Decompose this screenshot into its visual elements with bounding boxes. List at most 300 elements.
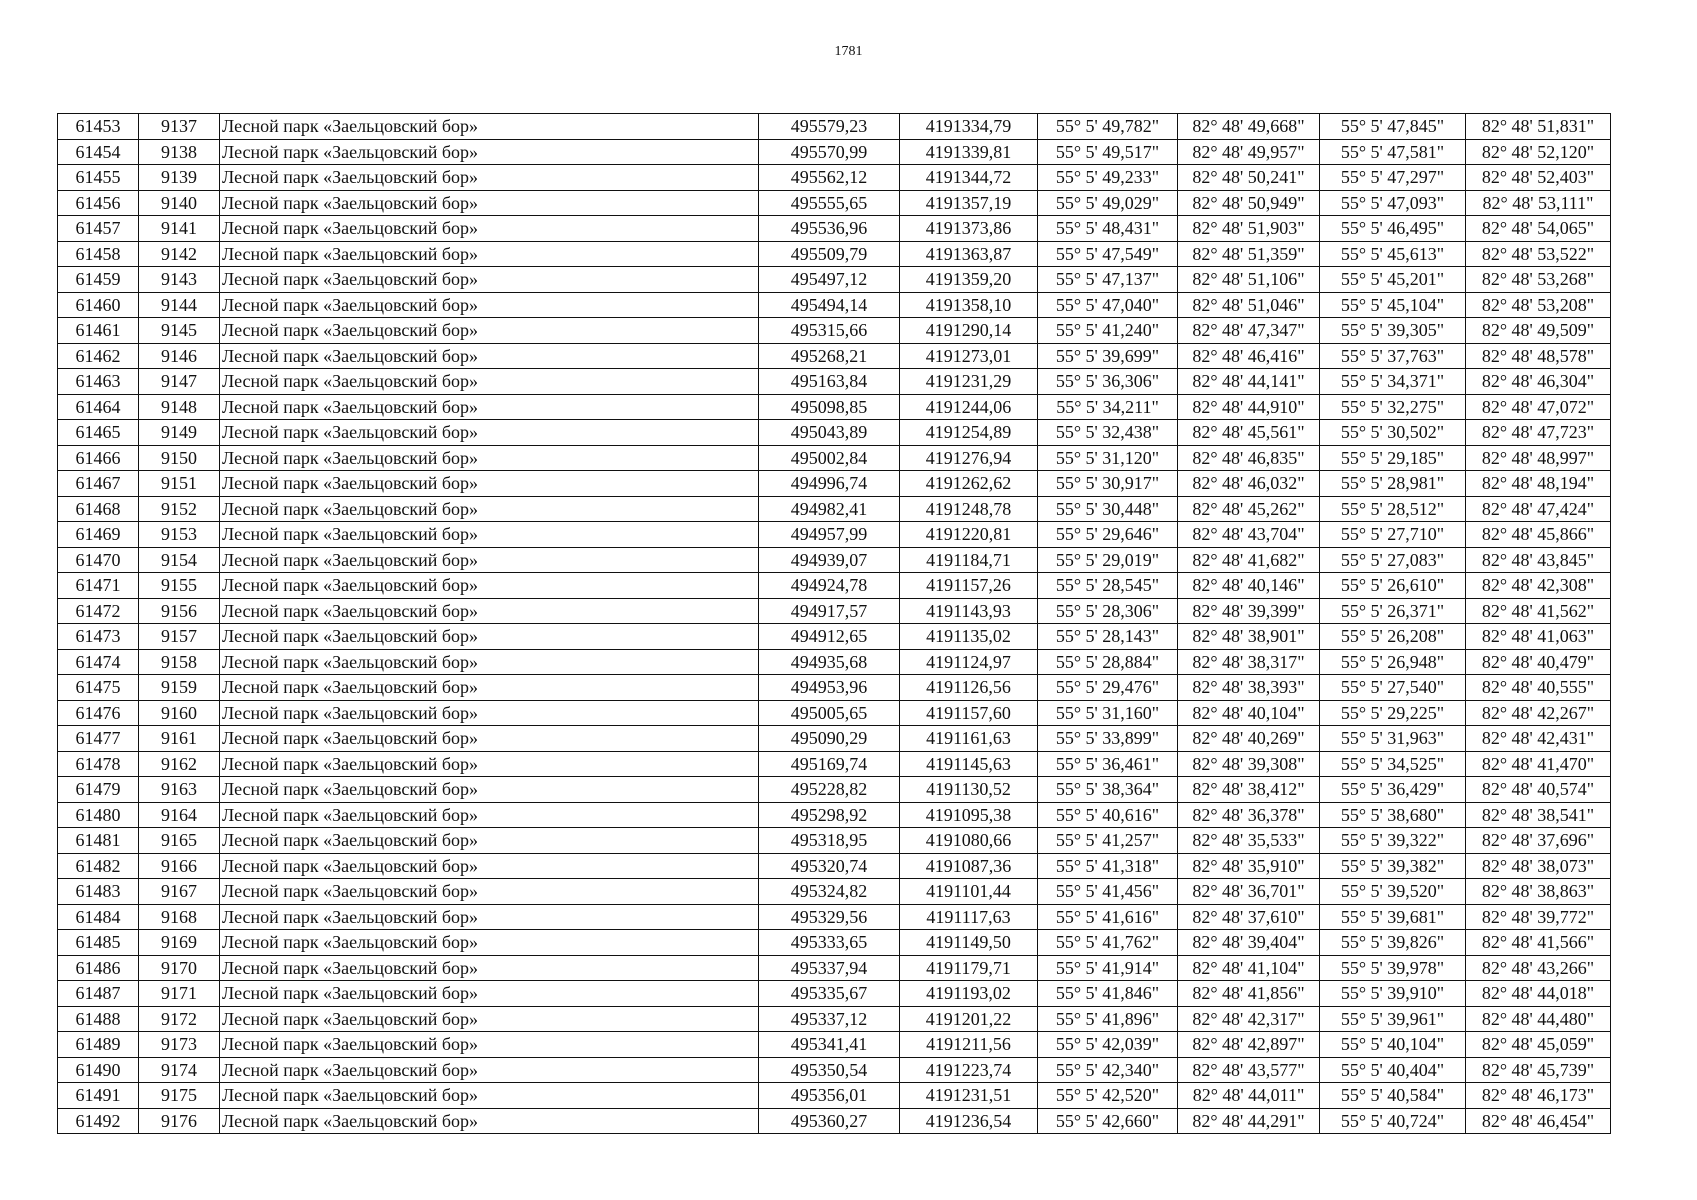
x-coordinate-cell: 494917,57 [759,598,900,624]
table-row [58,1108,1611,1134]
row-number-cell: 61456 [58,190,139,216]
name-cell: Лесной парк «Заельцовский бор» [220,751,759,777]
x-coordinate-cell: 494912,65 [759,624,900,650]
name-cell: Лесной парк «Заельцовский бор» [220,165,759,191]
latitude-alt-cell: 55° 5' 39,910" [1320,981,1466,1007]
latitude-cell: 55° 5' 40,616" [1038,802,1178,828]
x-coordinate-cell: 495333,65 [759,930,900,956]
name-cell: Лесной парк «Заельцовский бор» [220,190,759,216]
latitude-alt-cell: 55° 5' 29,185" [1320,445,1466,471]
row-number-cell: 61486 [58,955,139,981]
row-number-cell: 61475 [58,675,139,701]
y-coordinate-cell: 4191179,71 [900,955,1038,981]
longitude-alt-cell: 82° 48' 47,424" [1466,496,1611,522]
row-number-cell: 61459 [58,267,139,293]
name-cell: Лесной парк «Заельцовский бор» [220,292,759,318]
y-coordinate-cell: 4191276,94 [900,445,1038,471]
latitude-cell: 55° 5' 42,039" [1038,1032,1178,1058]
longitude-alt-cell: 82° 48' 53,522" [1466,241,1611,267]
longitude-cell: 82° 48' 39,399" [1178,598,1320,624]
row-number-cell: 61453 [58,114,139,140]
longitude-alt-cell: 82° 48' 41,063" [1466,624,1611,650]
latitude-alt-cell: 55° 5' 39,681" [1320,904,1466,930]
name-cell: Лесной парк «Заельцовский бор» [220,445,759,471]
latitude-alt-cell: 55° 5' 29,225" [1320,700,1466,726]
latitude-alt-cell: 55° 5' 39,961" [1320,1006,1466,1032]
latitude-alt-cell: 55° 5' 39,322" [1320,828,1466,854]
table-row [58,445,1611,471]
longitude-cell: 82° 48' 50,949" [1178,190,1320,216]
y-coordinate-cell: 4191124,97 [900,649,1038,675]
row-number-cell: 61468 [58,496,139,522]
latitude-alt-cell: 55° 5' 40,404" [1320,1057,1466,1083]
point-number-cell: 9169 [139,930,220,956]
y-coordinate-cell: 4191193,02 [900,981,1038,1007]
name-cell: Лесной парк «Заельцовский бор» [220,114,759,140]
table-row [58,624,1611,650]
row-number-cell: 61473 [58,624,139,650]
y-coordinate-cell: 4191095,38 [900,802,1038,828]
longitude-cell: 82° 48' 38,317" [1178,649,1320,675]
point-number-cell: 9148 [139,394,220,420]
latitude-cell: 55° 5' 33,899" [1038,726,1178,752]
y-coordinate-cell: 4191149,50 [900,930,1038,956]
longitude-alt-cell: 82° 48' 48,997" [1466,445,1611,471]
latitude-cell: 55° 5' 49,517" [1038,139,1178,165]
point-number-cell: 9176 [139,1108,220,1134]
longitude-cell: 82° 48' 43,704" [1178,522,1320,548]
x-coordinate-cell: 495360,27 [759,1108,900,1134]
row-number-cell: 61489 [58,1032,139,1058]
y-coordinate-cell: 4191231,51 [900,1083,1038,1109]
x-coordinate-cell: 495337,12 [759,1006,900,1032]
latitude-alt-cell: 55° 5' 34,371" [1320,369,1466,395]
longitude-cell: 82° 48' 47,347" [1178,318,1320,344]
row-number-cell: 61474 [58,649,139,675]
x-coordinate-cell: 495329,56 [759,904,900,930]
table-row [58,649,1611,675]
row-number-cell: 61478 [58,751,139,777]
latitude-alt-cell: 55° 5' 39,305" [1320,318,1466,344]
row-number-cell: 61467 [58,471,139,497]
table-row [58,573,1611,599]
row-number-cell: 61492 [58,1108,139,1134]
longitude-cell: 82° 48' 46,416" [1178,343,1320,369]
table-row [58,751,1611,777]
longitude-alt-cell: 82° 48' 46,173" [1466,1083,1611,1109]
table-row [58,165,1611,191]
longitude-cell: 82° 48' 40,146" [1178,573,1320,599]
row-number-cell: 61484 [58,904,139,930]
point-number-cell: 9174 [139,1057,220,1083]
longitude-alt-cell: 82° 48' 39,772" [1466,904,1611,930]
latitude-cell: 55° 5' 41,240" [1038,318,1178,344]
latitude-alt-cell: 55° 5' 47,093" [1320,190,1466,216]
longitude-alt-cell: 82° 48' 44,018" [1466,981,1611,1007]
table-row [58,726,1611,752]
x-coordinate-cell: 495555,65 [759,190,900,216]
latitude-cell: 55° 5' 42,340" [1038,1057,1178,1083]
table-row [58,1083,1611,1109]
latitude-cell: 55° 5' 49,782" [1038,114,1178,140]
latitude-alt-cell: 55° 5' 26,208" [1320,624,1466,650]
latitude-cell: 55° 5' 28,306" [1038,598,1178,624]
name-cell: Лесной парк «Заельцовский бор» [220,1083,759,1109]
y-coordinate-cell: 4191273,01 [900,343,1038,369]
y-coordinate-cell: 4191344,72 [900,165,1038,191]
latitude-alt-cell: 55° 5' 39,382" [1320,853,1466,879]
latitude-cell: 55° 5' 29,019" [1038,547,1178,573]
row-number-cell: 61476 [58,700,139,726]
longitude-cell: 82° 48' 49,957" [1178,139,1320,165]
y-coordinate-cell: 4191254,89 [900,420,1038,446]
name-cell: Лесной парк «Заельцовский бор» [220,777,759,803]
latitude-cell: 55° 5' 47,040" [1038,292,1178,318]
latitude-alt-cell: 55° 5' 47,845" [1320,114,1466,140]
y-coordinate-cell: 4191357,19 [900,190,1038,216]
latitude-cell: 55° 5' 47,549" [1038,241,1178,267]
name-cell: Лесной парк «Заельцовский бор» [220,904,759,930]
name-cell: Лесной парк «Заельцовский бор» [220,981,759,1007]
table-row [58,853,1611,879]
point-number-cell: 9140 [139,190,220,216]
point-number-cell: 9143 [139,267,220,293]
latitude-cell: 55° 5' 34,211" [1038,394,1178,420]
longitude-cell: 82° 48' 38,412" [1178,777,1320,803]
y-coordinate-cell: 4191201,22 [900,1006,1038,1032]
latitude-cell: 55° 5' 41,914" [1038,955,1178,981]
row-number-cell: 61464 [58,394,139,420]
name-cell: Лесной парк «Заельцовский бор» [220,1006,759,1032]
x-coordinate-cell: 495341,41 [759,1032,900,1058]
point-number-cell: 9138 [139,139,220,165]
row-number-cell: 61479 [58,777,139,803]
point-number-cell: 9163 [139,777,220,803]
x-coordinate-cell: 495169,74 [759,751,900,777]
latitude-alt-cell: 55° 5' 47,581" [1320,139,1466,165]
longitude-alt-cell: 82° 48' 48,578" [1466,343,1611,369]
row-number-cell: 61491 [58,1083,139,1109]
x-coordinate-cell: 495228,82 [759,777,900,803]
latitude-cell: 55° 5' 32,438" [1038,420,1178,446]
row-number-cell: 61454 [58,139,139,165]
longitude-cell: 82° 48' 49,668" [1178,114,1320,140]
longitude-alt-cell: 82° 48' 49,509" [1466,318,1611,344]
y-coordinate-cell: 4191145,63 [900,751,1038,777]
point-number-cell: 9171 [139,981,220,1007]
latitude-cell: 55° 5' 30,448" [1038,496,1178,522]
latitude-alt-cell: 55° 5' 45,104" [1320,292,1466,318]
name-cell: Лесной парк «Заельцовский бор» [220,496,759,522]
latitude-cell: 55° 5' 31,160" [1038,700,1178,726]
y-coordinate-cell: 4191161,63 [900,726,1038,752]
longitude-alt-cell: 82° 48' 51,831" [1466,114,1611,140]
table-row [58,675,1611,701]
y-coordinate-cell: 4191358,10 [900,292,1038,318]
longitude-alt-cell: 82° 48' 40,574" [1466,777,1611,803]
table-row [58,777,1611,803]
longitude-cell: 82° 48' 44,910" [1178,394,1320,420]
table-row [58,471,1611,497]
x-coordinate-cell: 494996,74 [759,471,900,497]
latitude-alt-cell: 55° 5' 31,963" [1320,726,1466,752]
name-cell: Лесной парк «Заельцовский бор» [220,139,759,165]
row-number-cell: 61481 [58,828,139,854]
longitude-alt-cell: 82° 48' 46,304" [1466,369,1611,395]
y-coordinate-cell: 4191248,78 [900,496,1038,522]
table-row [58,981,1611,1007]
longitude-cell: 82° 48' 44,291" [1178,1108,1320,1134]
longitude-cell: 82° 48' 51,046" [1178,292,1320,318]
longitude-cell: 82° 48' 41,682" [1178,547,1320,573]
x-coordinate-cell: 495163,84 [759,369,900,395]
longitude-cell: 82° 48' 50,241" [1178,165,1320,191]
name-cell: Лесной парк «Заельцовский бор» [220,420,759,446]
point-number-cell: 9142 [139,241,220,267]
y-coordinate-cell: 4191135,02 [900,624,1038,650]
latitude-cell: 55° 5' 41,318" [1038,853,1178,879]
latitude-cell: 55° 5' 42,660" [1038,1108,1178,1134]
name-cell: Лесной парк «Заельцовский бор» [220,1032,759,1058]
row-number-cell: 61485 [58,930,139,956]
latitude-alt-cell: 55° 5' 30,502" [1320,420,1466,446]
point-number-cell: 9150 [139,445,220,471]
name-cell: Лесной парк «Заельцовский бор» [220,802,759,828]
point-number-cell: 9141 [139,216,220,242]
latitude-cell: 55° 5' 29,476" [1038,675,1178,701]
latitude-alt-cell: 55° 5' 34,525" [1320,751,1466,777]
point-number-cell: 9153 [139,522,220,548]
row-number-cell: 61483 [58,879,139,905]
name-cell: Лесной парк «Заельцовский бор» [220,241,759,267]
point-number-cell: 9152 [139,496,220,522]
latitude-cell: 55° 5' 41,846" [1038,981,1178,1007]
table-row [58,343,1611,369]
longitude-alt-cell: 82° 48' 41,470" [1466,751,1611,777]
latitude-alt-cell: 55° 5' 39,826" [1320,930,1466,956]
x-coordinate-cell: 495098,85 [759,394,900,420]
latitude-alt-cell: 55° 5' 39,978" [1320,955,1466,981]
point-number-cell: 9154 [139,547,220,573]
longitude-cell: 82° 48' 38,901" [1178,624,1320,650]
latitude-cell: 55° 5' 41,896" [1038,1006,1178,1032]
latitude-alt-cell: 55° 5' 47,297" [1320,165,1466,191]
longitude-alt-cell: 82° 48' 41,566" [1466,930,1611,956]
name-cell: Лесной парк «Заельцовский бор» [220,573,759,599]
latitude-cell: 55° 5' 42,520" [1038,1083,1178,1109]
y-coordinate-cell: 4191220,81 [900,522,1038,548]
longitude-alt-cell: 82° 48' 48,194" [1466,471,1611,497]
x-coordinate-cell: 494953,96 [759,675,900,701]
point-number-cell: 9144 [139,292,220,318]
name-cell: Лесной парк «Заельцовский бор» [220,343,759,369]
longitude-alt-cell: 82° 48' 45,739" [1466,1057,1611,1083]
y-coordinate-cell: 4191236,54 [900,1108,1038,1134]
longitude-cell: 82° 48' 42,317" [1178,1006,1320,1032]
table-row [58,1057,1611,1083]
table-row [58,394,1611,420]
table-row [58,292,1611,318]
point-number-cell: 9155 [139,573,220,599]
latitude-cell: 55° 5' 28,884" [1038,649,1178,675]
longitude-alt-cell: 82° 48' 41,562" [1466,598,1611,624]
latitude-alt-cell: 55° 5' 28,512" [1320,496,1466,522]
table-row [58,139,1611,165]
table-row [58,802,1611,828]
name-cell: Лесной парк «Заельцовский бор» [220,369,759,395]
y-coordinate-cell: 4191373,86 [900,216,1038,242]
table-row [58,879,1611,905]
longitude-cell: 82° 48' 51,106" [1178,267,1320,293]
latitude-cell: 55° 5' 38,364" [1038,777,1178,803]
latitude-cell: 55° 5' 41,616" [1038,904,1178,930]
x-coordinate-cell: 494957,99 [759,522,900,548]
name-cell: Лесной парк «Заельцовский бор» [220,318,759,344]
y-coordinate-cell: 4191157,60 [900,700,1038,726]
y-coordinate-cell: 4191262,62 [900,471,1038,497]
row-number-cell: 61470 [58,547,139,573]
longitude-alt-cell: 82° 48' 40,479" [1466,649,1611,675]
point-number-cell: 9159 [139,675,220,701]
table-row [58,547,1611,573]
table-row [58,700,1611,726]
name-cell: Лесной парк «Заельцовский бор» [220,1057,759,1083]
longitude-alt-cell: 82° 48' 54,065" [1466,216,1611,242]
latitude-cell: 55° 5' 41,456" [1038,879,1178,905]
y-coordinate-cell: 4191359,20 [900,267,1038,293]
longitude-cell: 82° 48' 45,262" [1178,496,1320,522]
row-number-cell: 61487 [58,981,139,1007]
row-number-cell: 61466 [58,445,139,471]
name-cell: Лесной парк «Заельцовский бор» [220,955,759,981]
x-coordinate-cell: 495536,96 [759,216,900,242]
longitude-cell: 82° 48' 37,610" [1178,904,1320,930]
longitude-alt-cell: 82° 48' 53,208" [1466,292,1611,318]
x-coordinate-cell: 495497,12 [759,267,900,293]
x-coordinate-cell: 495509,79 [759,241,900,267]
longitude-cell: 82° 48' 46,835" [1178,445,1320,471]
x-coordinate-cell: 495579,23 [759,114,900,140]
x-coordinate-cell: 495570,99 [759,139,900,165]
longitude-alt-cell: 82° 48' 43,266" [1466,955,1611,981]
x-coordinate-cell: 495043,89 [759,420,900,446]
name-cell: Лесной парк «Заельцовский бор» [220,216,759,242]
latitude-alt-cell: 55° 5' 26,371" [1320,598,1466,624]
latitude-alt-cell: 55° 5' 40,584" [1320,1083,1466,1109]
point-number-cell: 9161 [139,726,220,752]
latitude-alt-cell: 55° 5' 32,275" [1320,394,1466,420]
name-cell: Лесной парк «Заельцовский бор» [220,598,759,624]
longitude-alt-cell: 82° 48' 52,120" [1466,139,1611,165]
table-row [58,114,1611,140]
point-number-cell: 9157 [139,624,220,650]
y-coordinate-cell: 4191126,56 [900,675,1038,701]
name-cell: Лесной парк «Заельцовский бор» [220,394,759,420]
row-number-cell: 61490 [58,1057,139,1083]
point-number-cell: 9170 [139,955,220,981]
longitude-alt-cell: 82° 48' 46,454" [1466,1108,1611,1134]
longitude-cell: 82° 48' 41,104" [1178,955,1320,981]
x-coordinate-cell: 494924,78 [759,573,900,599]
latitude-cell: 55° 5' 29,646" [1038,522,1178,548]
x-coordinate-cell: 494935,68 [759,649,900,675]
x-coordinate-cell: 495350,54 [759,1057,900,1083]
point-number-cell: 9146 [139,343,220,369]
longitude-alt-cell: 82° 48' 38,863" [1466,879,1611,905]
longitude-cell: 82° 48' 35,910" [1178,853,1320,879]
point-number-cell: 9145 [139,318,220,344]
longitude-alt-cell: 82° 48' 42,308" [1466,573,1611,599]
table-row [58,522,1611,548]
longitude-cell: 82° 48' 35,533" [1178,828,1320,854]
x-coordinate-cell: 495494,14 [759,292,900,318]
longitude-cell: 82° 48' 39,308" [1178,751,1320,777]
point-number-cell: 9160 [139,700,220,726]
page-number: 1781 [834,44,863,59]
y-coordinate-cell: 4191080,66 [900,828,1038,854]
x-coordinate-cell: 494982,41 [759,496,900,522]
longitude-cell: 82° 48' 38,393" [1178,675,1320,701]
latitude-cell: 55° 5' 36,461" [1038,751,1178,777]
name-cell: Лесной парк «Заельцовский бор» [220,267,759,293]
y-coordinate-cell: 4191117,63 [900,904,1038,930]
table-row [58,496,1611,522]
latitude-cell: 55° 5' 49,233" [1038,165,1178,191]
table-row [58,598,1611,624]
latitude-alt-cell: 55° 5' 45,201" [1320,267,1466,293]
latitude-alt-cell: 55° 5' 27,540" [1320,675,1466,701]
latitude-cell: 55° 5' 36,306" [1038,369,1178,395]
table-row [58,420,1611,446]
point-number-cell: 9165 [139,828,220,854]
longitude-cell: 82° 48' 51,903" [1178,216,1320,242]
y-coordinate-cell: 4191143,93 [900,598,1038,624]
table-row [58,955,1611,981]
latitude-alt-cell: 55° 5' 46,495" [1320,216,1466,242]
y-coordinate-cell: 4191101,44 [900,879,1038,905]
table-row [58,904,1611,930]
longitude-alt-cell: 82° 48' 44,480" [1466,1006,1611,1032]
y-coordinate-cell: 4191130,52 [900,777,1038,803]
point-number-cell: 9156 [139,598,220,624]
row-number-cell: 61477 [58,726,139,752]
y-coordinate-cell: 4191231,29 [900,369,1038,395]
latitude-alt-cell: 55° 5' 38,680" [1320,802,1466,828]
longitude-alt-cell: 82° 48' 40,555" [1466,675,1611,701]
longitude-alt-cell: 82° 48' 52,403" [1466,165,1611,191]
y-coordinate-cell: 4191087,36 [900,853,1038,879]
x-coordinate-cell: 495315,66 [759,318,900,344]
y-coordinate-cell: 4191363,87 [900,241,1038,267]
longitude-cell: 82° 48' 42,897" [1178,1032,1320,1058]
table-row [58,267,1611,293]
longitude-cell: 82° 48' 51,359" [1178,241,1320,267]
x-coordinate-cell: 495318,95 [759,828,900,854]
table-row [58,930,1611,956]
x-coordinate-cell: 495320,74 [759,853,900,879]
longitude-alt-cell: 82° 48' 47,072" [1466,394,1611,420]
name-cell: Лесной парк «Заельцовский бор» [220,624,759,650]
point-number-cell: 9164 [139,802,220,828]
x-coordinate-cell: 495005,65 [759,700,900,726]
x-coordinate-cell: 495298,92 [759,802,900,828]
point-number-cell: 9147 [139,369,220,395]
latitude-cell: 55° 5' 28,545" [1038,573,1178,599]
latitude-alt-cell: 55° 5' 40,724" [1320,1108,1466,1134]
latitude-alt-cell: 55° 5' 28,981" [1320,471,1466,497]
table-body [58,114,1611,1134]
row-number-cell: 61472 [58,598,139,624]
